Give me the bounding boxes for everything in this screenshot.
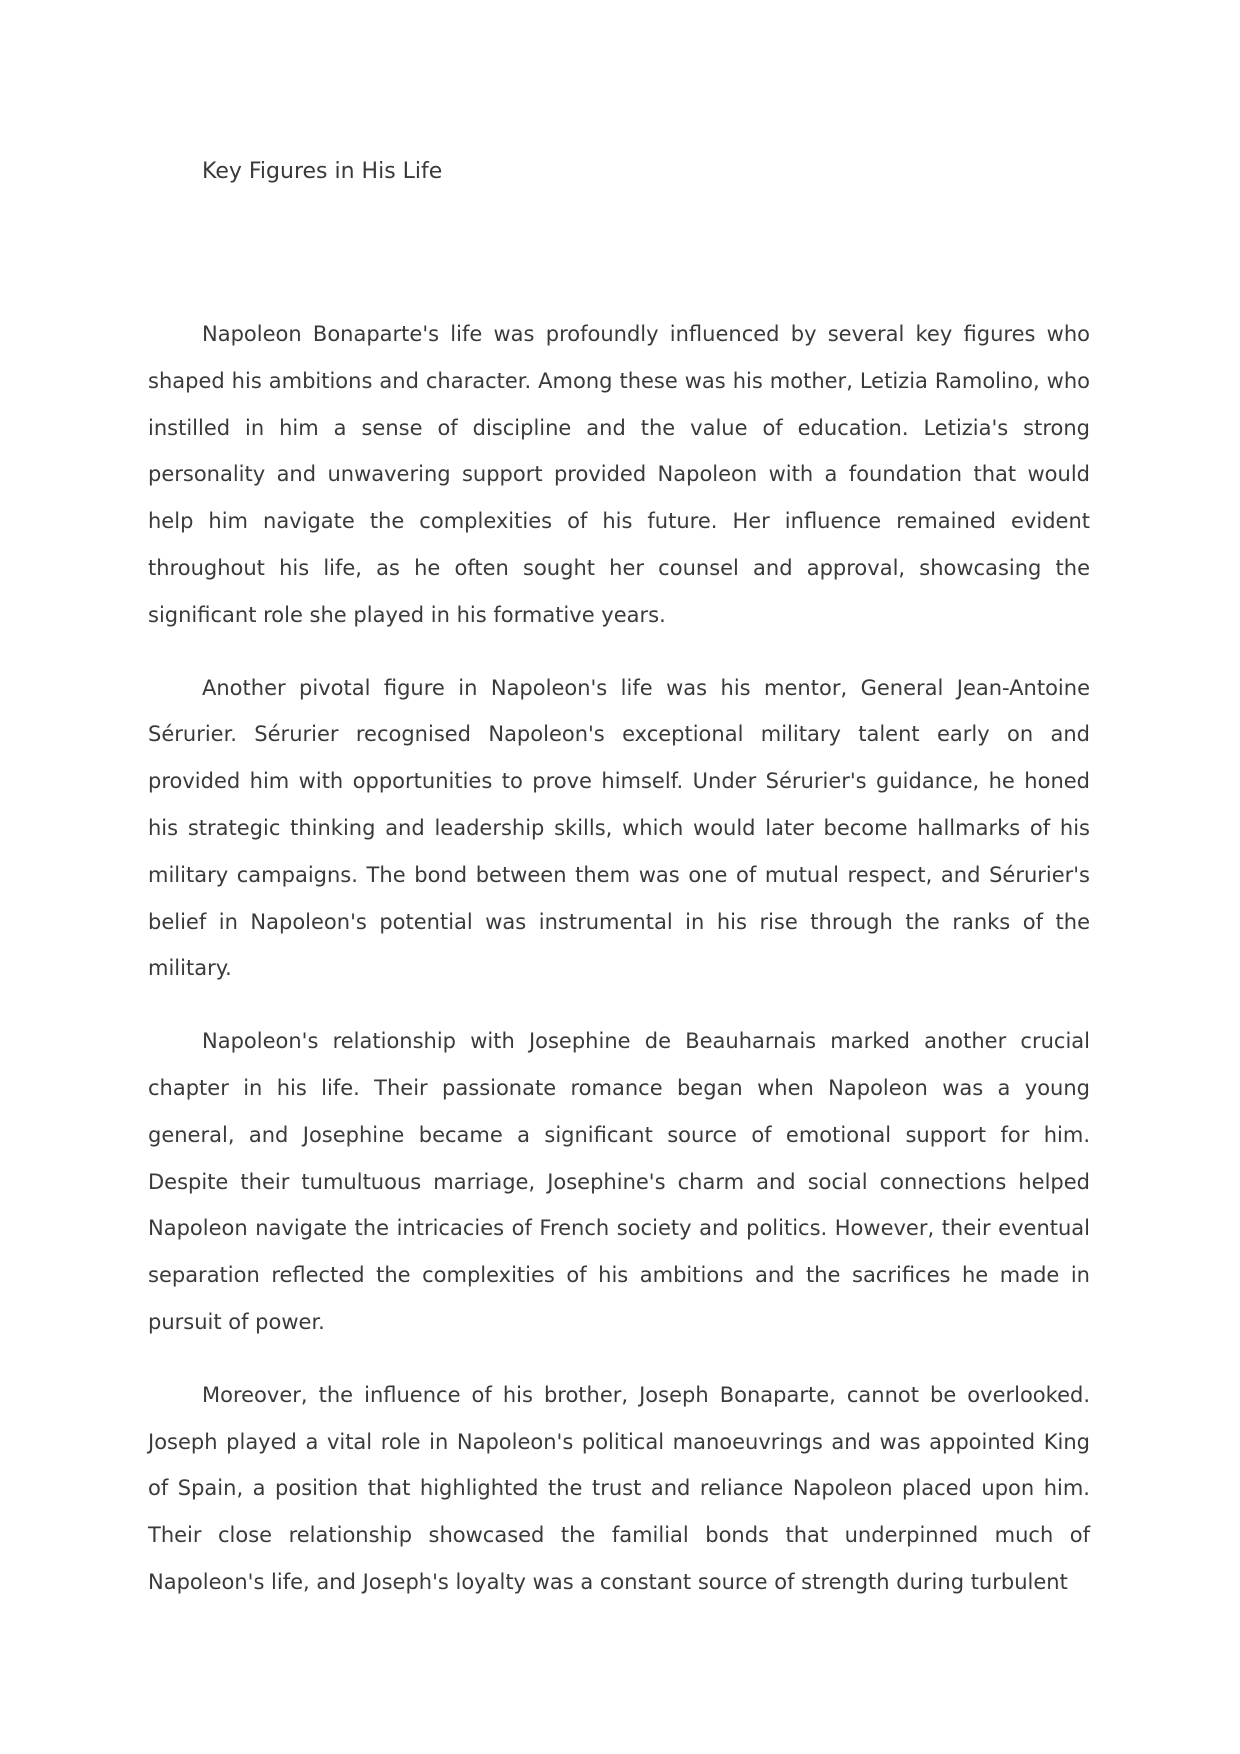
body-text <box>148 311 1090 1632</box>
paragraph-1: Napoleon Bonaparte's life was profoundly influenced by several key figures who shaped his ambitions and character. Among these was his mother, Letizia Ramolino, who instilled in him a sense of discipline and the value of education. Letizia's strong personality and unwavering support provided Napoleon with a foundation that would help him navigate the complexities of his future. Her influence remained evident throughout his life, as he often sought her counsel and approval, showcasing the significant role she played in his formative years. <box>148 322 1090 627</box>
paragraph-4: Moreover, the influence of his brother, Joseph Bonaparte, cannot be overlooked. Joseph played a vital role in Napoleon's political manoeuvrings and was appointed King of Spain, a position that highlighted the trust and reliance Napoleon placed upon him. Their close relationship showcased the familial bonds that underpinned much of Napoleon's life, and Joseph's loyalty was a constant source of strength during turbulent <box>148 1382 1090 1594</box>
page-title: Key Figures in His Life <box>202 159 443 184</box>
paragraph-2: Another pivotal figure in Napoleon's life was his mentor, General Jean-Antoine Sérurier. Sérurier recognised Napoleon's exceptional military talent early on and provided him with opportunities to prove himself. Under Sérurier's guidance, he honed his strategic thinking and leadership skills, which would later become hallmarks of his military campaigns. The bond between them was one of mutual respect, and Sérurier's belief in Napoleon's potential was instrumental in his rise through the ranks of the military. <box>148 675 1090 981</box>
paragraph-3: Napoleon's relationship with Josephine de Beauharnais marked another crucial chapter in his life. Their passionate romance began when Napoleon was a young general, and Josephine became a significant source of emotional support for him. Despite their tumultuous marriage, Josephine's charm and social connections helped Napoleon navigate the intricacies of French society and politics. However, their eventual separation reflected the complexities of his ambitions and the sacrifices he made in pursuit of power. <box>148 1029 1090 1334</box>
